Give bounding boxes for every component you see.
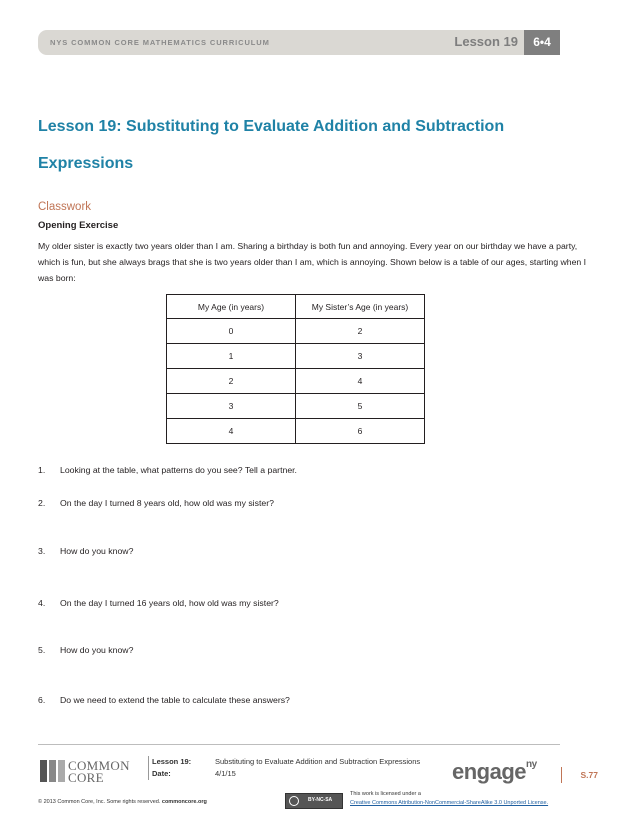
table-cell: 4 — [296, 369, 425, 394]
footer-date-value: 4/1/15 — [215, 769, 236, 778]
question-text: On the day I turned 16 years old, how old was my sister? — [60, 598, 279, 608]
module-badge: 6•4 — [524, 30, 560, 55]
table-cell: 1 — [167, 344, 296, 369]
license-link[interactable]: Creative Commons Attribution-NonCommercial-ShareAlike 3.0 Unported License. — [350, 800, 549, 806]
table-cell: 2 — [167, 369, 296, 394]
question-1 — [38, 465, 297, 475]
logo-bar-icon — [58, 760, 65, 782]
page-header — [38, 30, 560, 55]
logo-text-core: CORE — [68, 770, 104, 785]
lesson-title-line1: Lesson 19: Substituting to Evaluate Addition and Subtraction — [38, 118, 505, 135]
table-cell: 3 — [296, 344, 425, 369]
cc-icon — [289, 796, 299, 806]
question-number: 2. — [38, 498, 46, 508]
footer-separator — [148, 756, 149, 780]
table-row — [167, 319, 425, 344]
question-text: Looking at the table, what patterns do you see? Tell a partner. — [60, 465, 297, 475]
logo-text-common: COMMON — [68, 758, 130, 773]
lesson-title — [38, 108, 598, 182]
col-header-sister-age: My Sister’s Age (in years) — [296, 295, 425, 319]
question-6 — [38, 695, 290, 705]
table-cell: 0 — [167, 319, 296, 344]
copyright-text: © 2013 Common Core, Inc. Some rights reserved. — [38, 799, 162, 805]
question-text: How do you know? — [60, 645, 134, 655]
copyright — [38, 799, 207, 805]
classwork-heading: Classwork — [38, 201, 92, 213]
question-number: 5. — [38, 645, 46, 655]
intro-paragraph: My older sister is exactly two years older than I am. Sharing a birthday is both fun and annoying. Every year on our birthday we have a party, which is fun, but she always brags that she is two years older than I am, which is annoying. Shown below is a table of our ages, starting when I was born: — [38, 241, 587, 283]
question-text: Do we need to extend the table to calculate these answers? — [60, 695, 290, 705]
question-text: How do you know? — [60, 546, 134, 556]
question-number: 3. — [38, 546, 46, 556]
table-row — [167, 344, 425, 369]
table-cell: 5 — [296, 394, 425, 419]
table-row — [167, 394, 425, 419]
logo-bar-icon — [49, 760, 56, 782]
question-4 — [38, 598, 279, 608]
ages-table — [166, 294, 425, 444]
engage-text: engage — [452, 759, 527, 784]
logo-bar-icon — [40, 760, 47, 782]
question-number: 1. — [38, 465, 46, 475]
table-header-row — [167, 295, 425, 319]
cc-badge-text: BY-NC-SA — [308, 797, 333, 803]
footer-lesson-value: Substituting to Evaluate Addition and Subtraction Expressions — [215, 757, 421, 766]
table-cell: 3 — [167, 394, 296, 419]
curriculum-label: NYS COMMON CORE MATHEMATICS CURRICULUM — [50, 38, 270, 47]
engageny-logo — [452, 759, 537, 785]
table-cell: 6 — [296, 419, 425, 444]
col-header-my-age: My Age (in years) — [167, 295, 296, 319]
question-number: 4. — [38, 598, 46, 608]
copyright-site: commoncore.org — [161, 799, 207, 805]
question-2 — [38, 498, 274, 508]
table-cell: 2 — [296, 319, 425, 344]
table-row — [167, 419, 425, 444]
question-5 — [38, 645, 133, 655]
question-3 — [38, 546, 133, 556]
footer-date-label: Date: — [152, 769, 171, 778]
page-number: S.77 — [561, 767, 598, 783]
engage-sup: ny — [526, 758, 537, 770]
opening-exercise-heading: Opening Exercise — [38, 220, 119, 231]
table-row — [167, 369, 425, 394]
question-text: On the day I turned 8 years old, how old was my sister? — [60, 498, 274, 508]
footer-divider — [38, 744, 560, 745]
table-cell: 4 — [167, 419, 296, 444]
lesson-title-line2: Expressions — [38, 155, 134, 172]
cc-license-badge — [285, 793, 343, 809]
header-lesson: Lesson 19 — [454, 34, 518, 49]
license-text: This work is licensed under a — [350, 791, 421, 797]
question-number: 6. — [38, 695, 46, 705]
footer-lesson-label: Lesson 19: — [152, 757, 192, 766]
common-core-logo — [40, 758, 140, 785]
